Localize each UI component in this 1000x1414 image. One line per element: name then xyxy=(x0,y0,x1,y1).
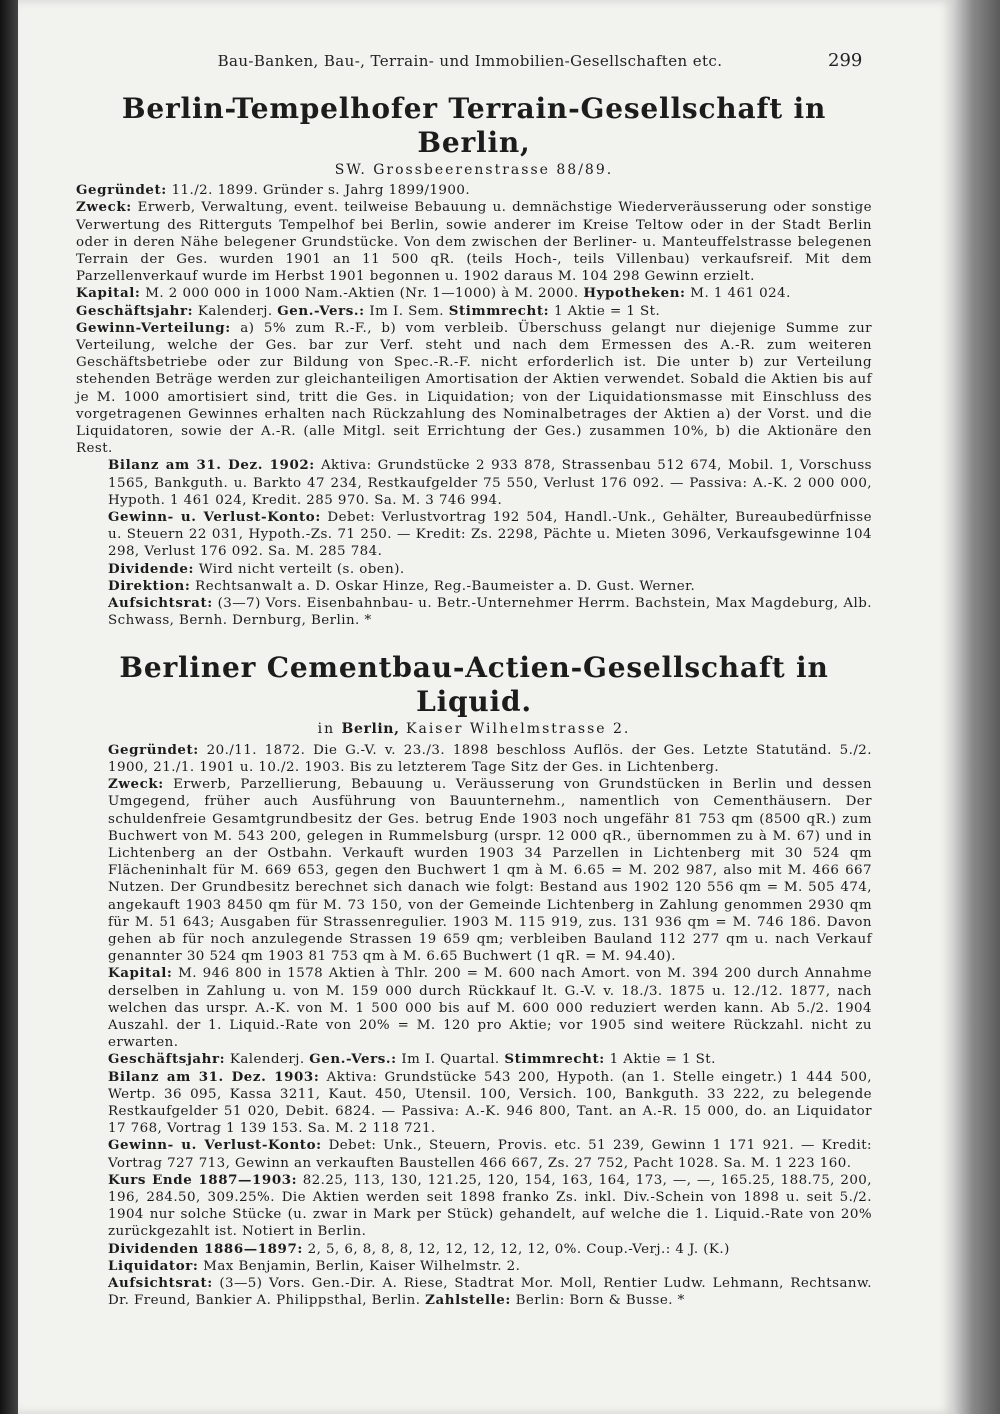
section-direktion xyxy=(76,578,872,595)
text-kapital: M. 2 000 000 in 1000 Nam.-Aktien (Nr. 1—1000) à M. 2000. xyxy=(145,286,579,302)
label-hypotheken: Hypotheken: xyxy=(583,285,686,302)
text-zweck: Erwerb, Parzellierung, Bebauung u. Veräusserung von Grundstücken in Berlin und dessen Umgegend, früher auch Ausführung von Bauunternehm., namentlich von Cementhäusern. Der schuldenfreie Gesamtgrundbesitz der Ges. betrug Ende 1903 noch ungefähr 81 753 qm (8500 qR.) zum Buchwert von M. 543 200, gelegen in Rummelsburg (urspr. 12 000 qR., übernommen zu à M. 67) und in Lichtenberg an der Ostbahn. Verkauft wurden 1903 34 Parzellen in Lichtenberg mit 30 524 qm Flächeninhalt für M. 669 653, gegen den Buchwert 1 qm à M. 6.65 = M. 202 987, also mit M. 466 667 Nutzen. Der Grundbesitz berechnet sich danach wie folgt: Bestand aus 1902 120 556 qm = M. 505 474, angekauft 1903 8450 qm für M. 73 150, von der Gemeinde Lichtenberg in Zahlung genommen 2930 qm für M. 51 643; Ausgaben für Strassenregulier. 1903 M. 115 919, zus. 131 936 qm = M. 746 186. Davon gehen ab für noch anzulegende Strassen 19 659 qm; verbleiben Bauland 112 277 qm u. nach Verkauf genannter 30 524 qm 1903 81 753 qm à M. 6.65 Buchwert (1 qR. = M. 94.40). xyxy=(108,777,872,965)
text-bilanz: Aktiva: Grundstücke 543 200, Hypoth. (an 1. Stelle eingetr.) 1 444 500, Wertp. 36 095, Kassa 3211, Kaut. 450, Utensil. 100, Versich. 100, Bankguth. 33 222, zu belegende Restkaufgelder 51 020, Debit. 6824. — Passiva: A.-K. 946 800, Tant. an A.-R. 15 000, do. an Liquidator 17 768, Vortrag 1 139 153. Sa. M. 2 118 721. xyxy=(108,1069,872,1137)
company-address xyxy=(76,721,872,738)
section-dividende xyxy=(76,561,872,578)
company-entry-berliner-cementbau xyxy=(76,651,872,1309)
text-dividende: Wird nicht verteilt (s. oben). xyxy=(198,561,405,577)
section-geschaeftsjahr xyxy=(76,1051,872,1068)
text-aufsichtsrat: (3—7) Vors. Eisenbahnbau- u. Betr.-Unternehmer Herrm. Bachstein, Max Magdeburg, Alb. Schwass, Bernh. Dernburg, Berlin. * xyxy=(108,596,872,629)
label-zweck: Zweck: xyxy=(108,776,164,793)
section-aufsichtsrat xyxy=(76,595,872,629)
label-dividenden: Dividenden 1886—1897: xyxy=(108,1240,303,1257)
label-guv: Gewinn- u. Verlust-Konto: xyxy=(108,1137,322,1154)
page-number: 299 xyxy=(828,50,863,71)
company-title: Berliner Cementbau-Actien-Gesellschaft in Liquid. xyxy=(119,651,829,719)
section-gewinnverteilung xyxy=(76,320,872,458)
label-stimmrecht: Stimmrecht: xyxy=(448,302,550,319)
text-stimmrecht: 1 Aktie = 1 St. xyxy=(609,1052,716,1068)
label-direktion: Direktion: xyxy=(108,577,191,594)
scan-left-edge xyxy=(0,0,18,1414)
section-guv xyxy=(76,509,872,561)
text-guv: Debet: Verlustvortrag 192 504, Handl.-Unk., Gehälter, Bureaubedürfnisse u. Steuern 22 031, Hypoth.-Zs. 71 250. — Kredit: Zs. 2298, Pächte u. Mieten 3096, Verkaufsgewinne 104 298, Verlust 176 092. Sa. M. 285 784. xyxy=(108,510,872,560)
section-kurs xyxy=(76,1172,872,1241)
label-guv: Gewinn- u. Verlust-Konto: xyxy=(108,509,321,526)
company-address: SW. Grossbeerenstrasse 88/89. xyxy=(334,162,614,178)
address-street: Kaiser Wilhelmstrasse 2. xyxy=(406,721,631,738)
section-zweck xyxy=(76,199,872,285)
text-gegruendet: 11./2. 1899. Gründer s. Jahrg 1899/1900. xyxy=(171,183,471,199)
label-kapital: Kapital: xyxy=(76,285,141,302)
text-gegruendet: 20./11. 1872. Die G.-V. v. 23./3. 1898 beschloss Auflös. der Ges. Letzte Statutänd. 5./2. 1900, 21./1. 1901 u. 10./2. 1903. Bis zu letzterem Tage Sitz der Ges. in Lichtenberg. xyxy=(108,742,872,775)
label-geschaeftsjahr: Geschäftsjahr: xyxy=(76,302,194,319)
text-hypotheken: M. 1 461 024. xyxy=(690,286,791,302)
label-bilanz: Bilanz am 31. Dez. 1902: xyxy=(108,457,315,474)
text-genvers: Im I. Sem. xyxy=(369,303,445,319)
text-zweck: Erwerb, Verwaltung, event. teilweise Bebauung u. demnächstige Wiederveräusserung oder sonstige Verwertung des Ritterguts Tempelhof bei Berlin, sowie anderer im Kreise Teltow oder in der Stadt Berlin oder in deren Nähe belegener Grundstücke. Von dem zwischen der Berliner- u. Manteuffelstrasse belegenen Terrain der Ges. wurden 1901 an 11 500 qR. (teils Hoch-, teils Villenbau) verkaufsreif. Mit dem Parzellenverkauf wurde im Herbst 1901 begonnen u. 1902 daraus M. 104 298 Gewinn erzielt. xyxy=(76,200,872,285)
text-gewinnverteilung: a) 5% zum R.-F., b) vom verbleib. Überschuss gelangt nur diejenige Summe zur Verteilung, welche der Ges. bar zur Verf. steht und nach dem Ermessen des A.-R. zum weiteren Geschäftsbetriebe oder zur Bildung von Spec.-R.-F. nicht erforderlich ist. Die unter b) zur Verteilung stehenden Beträge werden zur gleichanteiligen Amortisation der Aktien verwendet. Sobald die Aktien bis auf je M. 1000 amortisiert sind, tritt die Ges. in Liquidation; von der Liquidationsmasse mit Einschluss des vorgetragenen Gewinnes erhalten nach Rückzahlung des Nominalbetrages der Aktien a) der Vorst. und die Liquidatoren, sowie der A.-R. (alle Mitgl. seit Errichtung der Ges.) zusammen 10%, b) die Aktionäre den Rest. xyxy=(76,320,872,457)
scan-right-edge xyxy=(954,0,1000,1414)
text-liquidator: Max Benjamin, Berlin, Kaiser Wilhelmstr. 2. xyxy=(203,1258,521,1274)
section-aufsichtsrat xyxy=(76,1275,872,1309)
label-bilanz: Bilanz am 31. Dez. 1903: xyxy=(108,1068,320,1085)
label-gegruendet: Gegründet: xyxy=(76,182,167,199)
company-entry-berlin-tempelhofer xyxy=(76,92,872,629)
label-liquidator: Liquidator: xyxy=(108,1257,199,1274)
section-bilanz xyxy=(76,1069,872,1138)
label-genvers: Gen.-Vers.: xyxy=(277,302,365,319)
text-kapital: M. 946 800 in 1578 Aktien à Thlr. 200 = M. 600 nach Amort. von M. 394 200 durch Annahme derselben in Zahlung u. von M. 159 000 durch Rückkauf lt. G.-V. v. 18./3. 1875 u. 12./12. 1877, nach welchen das urspr. A.-K. von M. 1 500 000 bis auf M. 600 000 reduziert werden kann. Ab 5./2. 1904 Auszahl. der 1. Liquid.-Rate von 20% = M. 120 pro Aktie; vor 1905 sind weitere Rückzahl. nicht zu erwarten. xyxy=(108,966,872,1051)
entry-separator xyxy=(76,629,872,651)
section-kapital xyxy=(76,965,872,1051)
text-geschaeftsjahr: Kalenderj. xyxy=(197,303,273,319)
section-gegruendet xyxy=(76,742,872,776)
section-liquidator xyxy=(76,1258,872,1275)
page-content xyxy=(76,92,872,1309)
label-dividende: Dividende: xyxy=(108,560,195,577)
section-zweck xyxy=(76,776,872,965)
text-stimmrecht: 1 Aktie = 1 St. xyxy=(553,303,661,319)
label-stimmrecht: Stimmrecht: xyxy=(504,1051,605,1068)
text-kurs: 82.25, 113, 130, 121.25, 120, 154, 163, 164, 173, —, —, 165.25, 188.75, 200, 196, 284.50, 309.25%. Die Aktien werden seit 1898 franko Zs. inkl. Div.-Schein von 1898 u. seit 5./2. 1904 nur solche Stücke (u. zwar in Mark per Stück) gehandelt, auf welche die 1. Liquid.-Rate von 20% zurückgezahlt ist. Notiert in Berlin. xyxy=(108,1172,872,1240)
label-kurs: Kurs Ende 1887—1903: xyxy=(108,1171,298,1188)
section-kapital xyxy=(76,285,872,302)
label-gewinnverteilung: Gewinn-Verteilung: xyxy=(76,319,231,336)
section-guv xyxy=(76,1137,872,1171)
company-title: Berlin-Tempelhofer Terrain-Gesellschaft in Berlin, xyxy=(121,92,827,159)
address-city: Berlin, xyxy=(341,721,400,738)
label-aufsichtsrat: Aufsichtsrat: xyxy=(108,1274,213,1291)
text-bilanz: Aktiva: Grundstücke 2 933 878, Strassenbau 512 674, Mobil. 1, Vorschuss 1565, Bankguth. u. Barkto 47 234, Restkaufgelder 75 550, Verlust 176 092. — Passiva: A.-K. 2 000 000, Hypoth. 1 461 024, Kredit. 285 970. Sa. M. 3 746 994. xyxy=(108,458,872,508)
label-genvers: Gen.-Vers.: xyxy=(309,1051,397,1068)
text-geschaeftsjahr: Kalenderj. xyxy=(229,1052,305,1068)
label-gegruendet: Gegründet: xyxy=(108,741,199,758)
text-genvers: Im I. Quartal. xyxy=(401,1052,500,1068)
text-dividenden: 2, 5, 6, 8, 8, 8, 12, 12, 12, 12, 12, 0%. Coup.-Verj.: 4 J. (K.) xyxy=(307,1241,730,1257)
label-zahlstelle: Zahlstelle: xyxy=(425,1292,511,1309)
section-geschaeftsjahr xyxy=(76,303,872,320)
section-gegruendet xyxy=(76,182,872,199)
text-direktion: Rechtsanwalt a. D. Oskar Hinze, Reg.-Baumeister a. D. Gust. Werner. xyxy=(195,578,696,594)
text-aufsichtsrat: (3—5) Vors. Gen.-Dir. A. Riese, Stadtrat Mor. Moll, Rentier Ludw. Lehmann, Rechtsanw. Dr. Freund, Bankier A. Philippsthal, Berlin. xyxy=(108,1275,872,1309)
section-bilanz xyxy=(76,457,872,509)
label-kapital: Kapital: xyxy=(108,965,173,982)
label-aufsichtsrat: Aufsichtsrat: xyxy=(108,595,213,612)
section-dividenden xyxy=(76,1241,872,1258)
text-zahlstelle: Berlin: Born & Busse. * xyxy=(515,1293,685,1309)
label-geschaeftsjahr: Geschäftsjahr: xyxy=(108,1051,226,1068)
running-header: Bau-Banken, Bau-, Terrain- und Immobilien-Gesellschaften etc. xyxy=(217,52,723,70)
label-zweck: Zweck: xyxy=(76,199,132,216)
address-prefix: in xyxy=(317,721,336,738)
text-guv: Debet: Unk., Steuern, Provis. etc. 51 239, Gewinn 1 171 921. — Kredit: Vortrag 727 713, Gewinn an verkauften Baustellen 466 667, Zs. 27 752, Pacht 1028. Sa. M. 1 223 160. xyxy=(108,1138,873,1171)
